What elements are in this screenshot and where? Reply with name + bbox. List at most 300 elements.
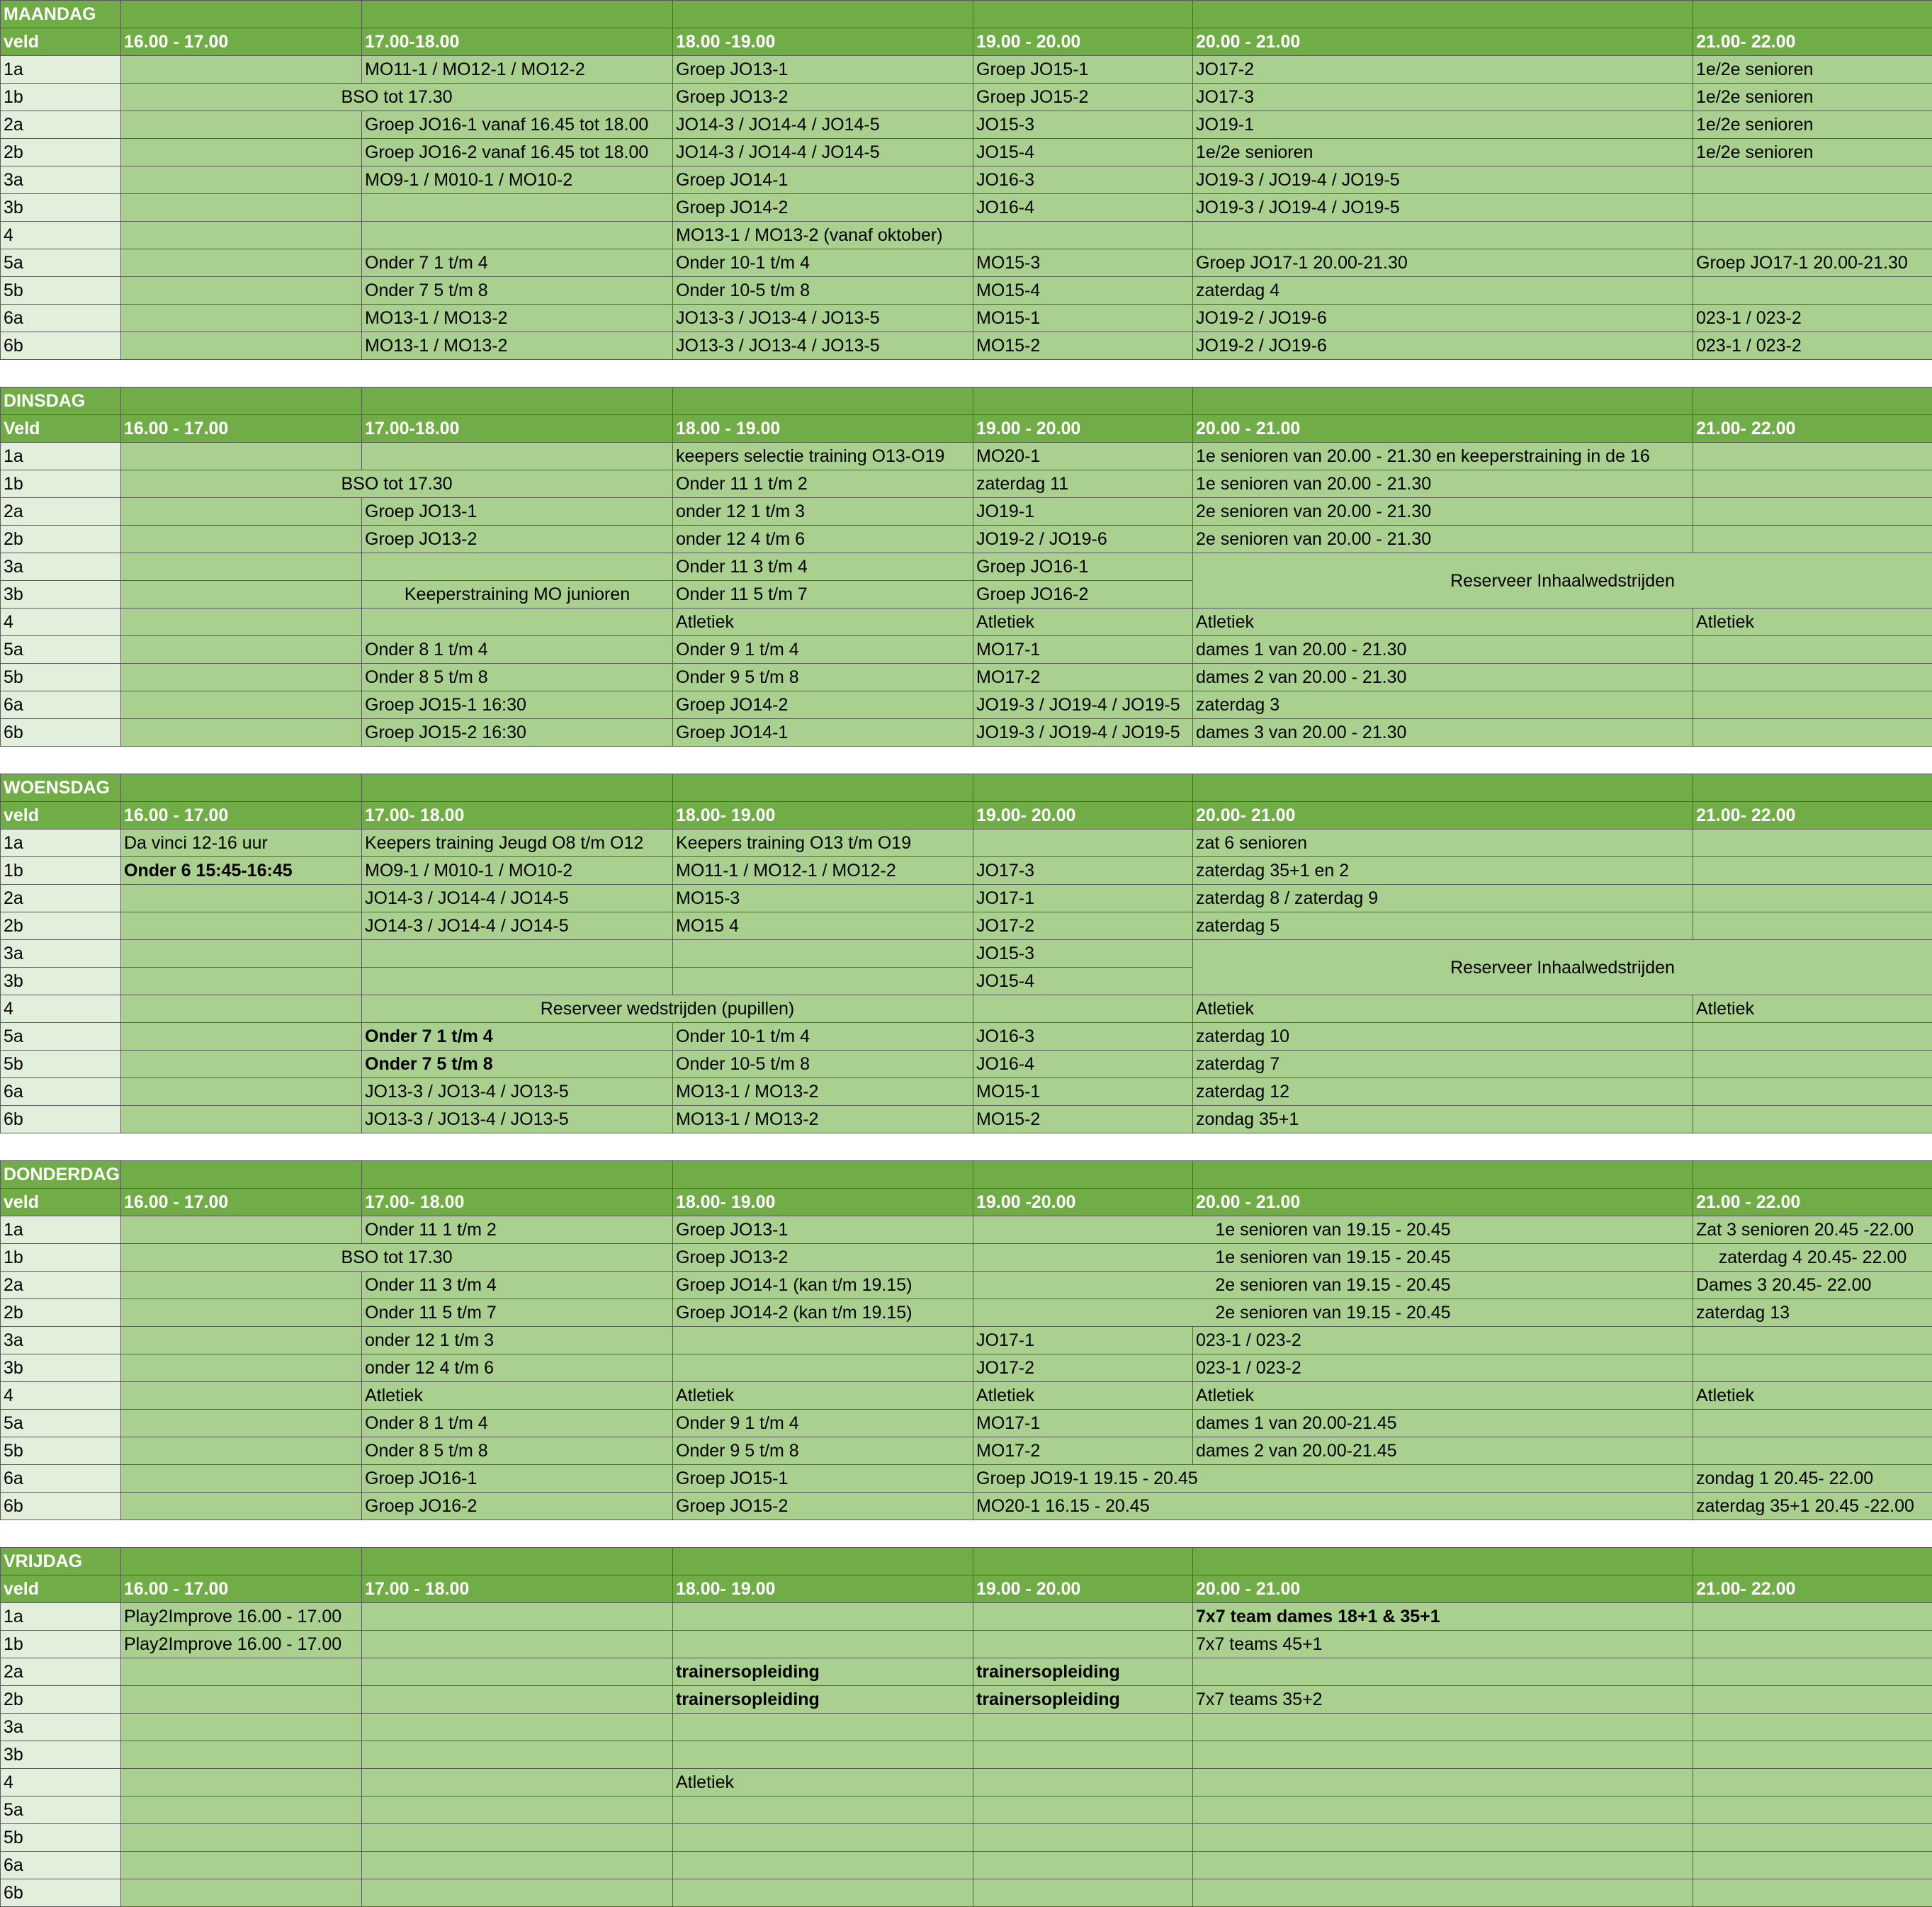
schedule-cell (362, 1769, 673, 1796)
separator-cell (1, 360, 121, 387)
schedule-cell: dames 2 van 20.00-21.45 (1193, 1437, 1693, 1465)
field-label: 2b (1, 526, 121, 553)
field-label: 6a (1, 1465, 121, 1493)
field-label: 2a (1, 498, 121, 526)
schedule-cell (121, 111, 362, 139)
schedule-cell (362, 940, 673, 968)
field-label: 5a (1, 1410, 121, 1437)
schedule-cell (362, 1796, 673, 1824)
schedule-cell: MO11-1 / MO12-1 / MO12-2 (362, 56, 673, 84)
schedule-cell: 1e/2e senioren (1693, 84, 1932, 111)
table-row (1, 1354, 1932, 1382)
table-row (1, 1382, 1932, 1410)
table-row (1, 1465, 1932, 1493)
schedule-body (1, 1, 1932, 1907)
title-filler-cell (362, 1548, 673, 1575)
schedule-cell (673, 1741, 973, 1769)
day-title-row (1, 774, 1932, 802)
schedule-cell: Onder 10-5 t/m 8 (673, 277, 973, 305)
title-filler-cell (362, 774, 673, 802)
schedule-cell: Reserveer wedstrijden (pupillen) (362, 995, 973, 1023)
separator-cell (1, 747, 121, 774)
schedule-cell: trainersopleiding (973, 1686, 1193, 1714)
schedule-cell (1693, 1106, 1932, 1133)
separator-cell (121, 747, 362, 774)
schedule-cell: Keeperstraining MO junioren (362, 581, 673, 609)
schedule-cell (362, 1658, 673, 1686)
schedule-cell: MO13-1 / MO13-2 (673, 1078, 973, 1106)
table-row (1, 1741, 1932, 1769)
time-slot-header: 18.00 - 19.00 (673, 415, 973, 443)
time-slot-header: 17.00- 18.00 (362, 802, 673, 830)
schedule-cell (1693, 443, 1932, 470)
field-label: 1b (1, 1244, 121, 1272)
schedule-cell: Groep JO14-1 (673, 166, 973, 194)
separator-cell (362, 360, 673, 387)
schedule-cell (673, 1824, 973, 1852)
table-row (1, 56, 1932, 84)
time-slot-header: 16.00 - 17.00 (121, 1189, 362, 1216)
separator-cell (973, 1520, 1193, 1548)
title-filler-cell (673, 1548, 973, 1575)
schedule-cell (973, 1824, 1193, 1852)
separator-cell (1693, 747, 1932, 774)
schedule-cell: onder 12 1 t/m 3 (673, 498, 973, 526)
field-label: 1a (1, 443, 121, 470)
schedule-cell: Groep JO15-2 16:30 (362, 719, 673, 747)
schedule-cell (1193, 1879, 1693, 1907)
schedule-cell: Zat 3 senioren 20.45 -22.00 (1693, 1216, 1932, 1244)
time-slot-header: 18.00 -19.00 (673, 28, 973, 56)
day-title: WOENSDAG (1, 774, 121, 802)
schedule-cell: 1e senioren van 20.00 - 21.30 (1193, 470, 1693, 498)
schedule-cell (673, 1714, 973, 1741)
separator-cell (1693, 1133, 1932, 1161)
schedule-cell (673, 1603, 973, 1631)
title-filler-cell (973, 387, 1193, 415)
schedule-cell: MO20-1 (973, 443, 1193, 470)
schedule-cell: JO19-3 / JO19-4 / JO19-5 (1193, 194, 1693, 222)
field-column-header: veld (1, 28, 121, 56)
table-row (1, 1078, 1932, 1106)
title-filler-cell (673, 1161, 973, 1189)
schedule-cell (1693, 1631, 1932, 1658)
table-row (1, 1216, 1932, 1244)
schedule-cell (121, 1824, 362, 1852)
schedule-cell: Onder 8 1 t/m 4 (362, 1410, 673, 1437)
table-row (1, 1437, 1932, 1465)
schedule-cell: Onder 10-1 t/m 4 (673, 249, 973, 277)
field-column-header: veld (1, 1189, 121, 1216)
schedule-cell: 1e/2e senioren (1193, 139, 1693, 166)
schedule-cell: Onder 10-5 t/m 8 (673, 1051, 973, 1078)
separator-cell (1693, 1520, 1932, 1548)
time-slot-header: 21.00- 22.00 (1693, 28, 1932, 56)
schedule-cell: zaterdag 7 (1193, 1051, 1693, 1078)
day-separator (1, 360, 1932, 387)
field-label: 6a (1, 305, 121, 332)
schedule-cell (673, 968, 973, 995)
schedule-cell (121, 332, 362, 360)
table-row (1, 1769, 1932, 1796)
title-filler-cell (673, 774, 973, 802)
field-label: 2a (1, 1658, 121, 1686)
field-label: 2a (1, 885, 121, 912)
time-slot-header: 21.00- 22.00 (1693, 415, 1932, 443)
schedule-cell (121, 691, 362, 719)
schedule-cell: onder 12 4 t/m 6 (673, 526, 973, 553)
schedule-cell (973, 1631, 1193, 1658)
schedule-cell: JO16-3 (973, 1023, 1193, 1051)
title-filler-cell (1693, 387, 1932, 415)
table-row (1, 1686, 1932, 1714)
schedule-cell (973, 1603, 1193, 1631)
schedule-cell (362, 1852, 673, 1879)
schedule-cell (1693, 1354, 1932, 1382)
schedule-cell (362, 609, 673, 636)
schedule-cell: Dames 3 20.45- 22.00 (1693, 1272, 1932, 1299)
separator-cell (1193, 747, 1693, 774)
schedule-cell (362, 443, 673, 470)
field-label: 1a (1, 830, 121, 857)
schedule-cell: Groep JO15-2 (973, 84, 1193, 111)
separator-cell (1193, 360, 1693, 387)
schedule-cell (973, 995, 1193, 1023)
field-label: 3a (1, 1327, 121, 1354)
time-slot-header-row (1, 1189, 1932, 1216)
field-label: 3b (1, 968, 121, 995)
schedule-cell: Groep JO16-1 (362, 1465, 673, 1493)
field-label: 5b (1, 664, 121, 691)
title-filler-cell (1693, 1161, 1932, 1189)
field-label: 1b (1, 84, 121, 111)
table-row (1, 249, 1932, 277)
table-row (1, 84, 1932, 111)
table-row (1, 857, 1932, 885)
schedule-cell: 1e senioren van 20.00 - 21.30 en keeperstraining in de 16 (1193, 443, 1693, 470)
schedule-cell: Onder 11 5 t/m 7 (673, 581, 973, 609)
schedule-cell: zaterdag 5 (1193, 912, 1693, 940)
schedule-cell: Atletiek (973, 609, 1193, 636)
schedule-cell: Onder 9 5 t/m 8 (673, 664, 973, 691)
field-label: 1b (1, 470, 121, 498)
schedule-cell: keepers selectie training O13-O19 (673, 443, 973, 470)
title-filler-cell (973, 774, 1193, 802)
separator-cell (673, 360, 973, 387)
schedule-cell: Onder 8 5 t/m 8 (362, 664, 673, 691)
schedule-cell: Onder 7 1 t/m 4 (362, 1023, 673, 1051)
schedule-cell: Onder 11 1 t/m 2 (362, 1216, 673, 1244)
separator-cell (673, 747, 973, 774)
table-row (1, 277, 1932, 305)
time-slot-header: 18.00- 19.00 (673, 1189, 973, 1216)
schedule-cell: Play2Improve 16.00 - 17.00 (121, 1603, 362, 1631)
schedule-cell: onder 12 4 t/m 6 (362, 1354, 673, 1382)
schedule-cell: BSO tot 17.30 (121, 84, 673, 111)
table-row (1, 111, 1932, 139)
field-label: 3b (1, 194, 121, 222)
schedule-cell (1193, 1824, 1693, 1852)
schedule-cell (121, 277, 362, 305)
field-label: 2b (1, 912, 121, 940)
schedule-cell (121, 719, 362, 747)
schedule-cell: JO19-1 (973, 498, 1193, 526)
separator-cell (673, 1133, 973, 1161)
schedule-cell (1193, 1658, 1693, 1686)
title-filler-cell (362, 1161, 673, 1189)
title-filler-cell (121, 387, 362, 415)
day-title: MAANDAG (1, 1, 121, 28)
schedule-cell: JO19-3 / JO19-4 / JO19-5 (1193, 166, 1693, 194)
day-title-row (1, 1161, 1932, 1189)
schedule-cell (121, 1051, 362, 1078)
field-label: 6b (1, 1106, 121, 1133)
schedule-cell (1693, 1410, 1932, 1437)
schedule-cell (973, 1796, 1193, 1824)
schedule-cell (121, 1686, 362, 1714)
table-row (1, 553, 1932, 581)
schedule-cell: JO13-3 / JO13-4 / JO13-5 (673, 305, 973, 332)
field-label: 5a (1, 1023, 121, 1051)
schedule-cell: MO15-2 (973, 1106, 1193, 1133)
schedule-cell: Groep JO13-2 (673, 1244, 973, 1272)
schedule-cell: JO17-2 (973, 1354, 1193, 1382)
field-label: 2a (1, 111, 121, 139)
schedule-cell: Onder 10-1 t/m 4 (673, 1023, 973, 1051)
schedule-cell: 1e senioren van 19.15 - 20.45 (973, 1244, 1693, 1272)
schedule-cell: Groep JO14-1 (673, 719, 973, 747)
schedule-cell (121, 1658, 362, 1686)
table-row (1, 498, 1932, 526)
schedule-cell (1693, 636, 1932, 664)
schedule-cell: Atletiek (673, 609, 973, 636)
field-column-header: veld (1, 802, 121, 830)
schedule-cell (1693, 857, 1932, 885)
schedule-cell: JO16-3 (973, 166, 1193, 194)
day-title-row (1, 1, 1932, 28)
time-slot-header: 19.00 - 20.00 (973, 415, 1193, 443)
schedule-cell: Groep JO13-2 (673, 84, 973, 111)
day-title: VRIJDAG (1, 1548, 121, 1575)
schedule-cell: MO11-1 / MO12-1 / MO12-2 (673, 857, 973, 885)
schedule-cell: Onder 11 5 t/m 7 (362, 1299, 673, 1327)
field-label: 2b (1, 1299, 121, 1327)
schedule-cell: MO15-2 (973, 332, 1193, 360)
schedule-cell: MO15-1 (973, 1078, 1193, 1106)
schedule-cell: MO17-1 (973, 636, 1193, 664)
schedule-cell (121, 609, 362, 636)
time-slot-header: 17.00 - 18.00 (362, 1575, 673, 1603)
schedule-cell (1693, 1714, 1932, 1741)
schedule-cell (1193, 1852, 1693, 1879)
time-slot-header: 16.00 - 17.00 (121, 28, 362, 56)
table-row (1, 470, 1932, 498)
schedule-cell: Atletiek (973, 1382, 1193, 1410)
schedule-cell: 1e/2e senioren (1693, 139, 1932, 166)
schedule-cell (973, 1741, 1193, 1769)
schedule-cell (1193, 1714, 1693, 1741)
day-title: DINSDAG (1, 387, 121, 415)
schedule-cell: JO14-3 / JO14-4 / JO14-5 (362, 885, 673, 912)
schedule-cell: dames 1 van 20.00 - 21.30 (1193, 636, 1693, 664)
schedule-cell: JO14-3 / JO14-4 / JO14-5 (362, 912, 673, 940)
table-row (1, 332, 1932, 360)
table-row (1, 305, 1932, 332)
separator-cell (1, 1520, 121, 1548)
table-row (1, 1051, 1932, 1078)
schedule-cell (1693, 1686, 1932, 1714)
schedule-cell (1693, 1437, 1932, 1465)
schedule-cell (121, 222, 362, 249)
schedule-cell: dames 2 van 20.00 - 21.30 (1193, 664, 1693, 691)
schedule-cell: zondag 1 20.45- 22.00 (1693, 1465, 1932, 1493)
schedule-cell: 1e senioren van 19.15 - 20.45 (973, 1216, 1693, 1244)
schedule-cell: zaterdag 3 (1193, 691, 1693, 719)
schedule-cell: Groep JO16-2 vanaf 16.45 tot 18.00 (362, 139, 673, 166)
time-slot-header-row (1, 802, 1932, 830)
table-row (1, 664, 1932, 691)
schedule-cell (121, 194, 362, 222)
schedule-cell: 7x7 teams 35+2 (1193, 1686, 1693, 1714)
time-slot-header: 21.00- 22.00 (1693, 1575, 1932, 1603)
schedule-cell (973, 222, 1193, 249)
title-filler-cell (1693, 774, 1932, 802)
time-slot-header-row (1, 415, 1932, 443)
schedule-cell (362, 194, 673, 222)
schedule-cell (1693, 1658, 1932, 1686)
schedule-cell: JO17-3 (973, 857, 1193, 885)
schedule-cell: Onder 7 5 t/m 8 (362, 277, 673, 305)
day-separator (1, 1133, 1932, 1161)
schedule-cell (1693, 166, 1932, 194)
schedule-cell (121, 305, 362, 332)
separator-cell (973, 360, 1193, 387)
schedule-cell (673, 1879, 973, 1907)
schedule-cell: Reserveer Inhaalwedstrijden (1193, 553, 1932, 609)
schedule-cell: JO17-1 (973, 885, 1193, 912)
schedule-cell: MO15-3 (673, 885, 973, 912)
schedule-cell (121, 1465, 362, 1493)
schedule-cell: zaterdag 10 (1193, 1023, 1693, 1051)
field-label: 1a (1, 1603, 121, 1631)
schedule-cell (121, 1106, 362, 1133)
schedule-cell: JO15-4 (973, 139, 1193, 166)
schedule-cell: Atletiek (1693, 995, 1932, 1023)
table-row (1, 830, 1932, 857)
schedule-cell: JO15-3 (973, 940, 1193, 968)
schedule-cell (1693, 1852, 1932, 1879)
schedule-cell: Groep JO14-1 (kan t/m 19.15) (673, 1272, 973, 1299)
day-separator (1, 1520, 1932, 1548)
schedule-cell (121, 1879, 362, 1907)
schedule-cell: MO15 4 (673, 912, 973, 940)
title-filler-cell (1193, 1, 1693, 28)
schedule-cell (1693, 194, 1932, 222)
schedule-cell: JO16-4 (973, 1051, 1193, 1078)
schedule-cell (362, 1824, 673, 1852)
schedule-cell: Groep JO19-1 19.15 - 20.45 (973, 1465, 1693, 1493)
schedule-cell (673, 1631, 973, 1658)
field-label: 1a (1, 1216, 121, 1244)
separator-cell (121, 1520, 362, 1548)
field-label: 6a (1, 1852, 121, 1879)
schedule-cell: Groep JO17-1 20.00-21.30 (1193, 249, 1693, 277)
day-title: DONDERDAG (1, 1161, 121, 1189)
time-slot-header: 17.00- 18.00 (362, 1189, 673, 1216)
table-row (1, 1106, 1932, 1133)
schedule-cell: 2e senioren van 19.15 - 20.45 (973, 1299, 1693, 1327)
field-column-header: Veld (1, 415, 121, 443)
title-filler-cell (1193, 1548, 1693, 1575)
time-slot-header: 20.00 - 21.00 (1193, 28, 1693, 56)
schedule-cell: Atletiek (1193, 1382, 1693, 1410)
schedule-cell (673, 1852, 973, 1879)
schedule-cell (1693, 885, 1932, 912)
schedule-cell: Onder 8 1 t/m 4 (362, 636, 673, 664)
schedule-cell (362, 1631, 673, 1658)
table-row (1, 719, 1932, 747)
schedule-cell: Onder 11 1 t/m 2 (673, 470, 973, 498)
time-slot-header: 20.00 - 21.00 (1193, 1575, 1693, 1603)
schedule-cell: JO17-2 (973, 912, 1193, 940)
title-filler-cell (973, 1, 1193, 28)
schedule-cell (673, 940, 973, 968)
table-row (1, 1658, 1932, 1686)
title-filler-cell (121, 1161, 362, 1189)
schedule-cell (973, 1879, 1193, 1907)
schedule-cell: zaterdag 8 / zaterdag 9 (1193, 885, 1693, 912)
schedule-cell: Da vinci 12-16 uur (121, 830, 362, 857)
separator-cell (673, 1520, 973, 1548)
field-label: 4 (1, 1382, 121, 1410)
field-label: 4 (1, 222, 121, 249)
title-filler-cell (1193, 387, 1693, 415)
schedule-cell: JO14-3 / JO14-4 / JO14-5 (673, 111, 973, 139)
title-filler-cell (973, 1161, 1193, 1189)
schedule-cell: 023-1 / 023-2 (1193, 1327, 1693, 1354)
schedule-cell (121, 1327, 362, 1354)
schedule-cell (362, 968, 673, 995)
schedule-cell (121, 1216, 362, 1244)
time-slot-header: 17.00-18.00 (362, 415, 673, 443)
separator-cell (362, 747, 673, 774)
schedule-cell: zaterdag 4 (1193, 277, 1693, 305)
title-filler-cell (362, 387, 673, 415)
schedule-cell: Keepers training Jeugd O8 t/m O12 (362, 830, 673, 857)
schedule-cell: Groep JO17-1 20.00-21.30 (1693, 249, 1932, 277)
schedule-cell (121, 1299, 362, 1327)
schedule-cell: onder 12 1 t/m 3 (362, 1327, 673, 1354)
schedule-cell (121, 1437, 362, 1465)
schedule-cell: BSO tot 17.30 (121, 470, 673, 498)
time-slot-header: 18.00- 19.00 (673, 1575, 973, 1603)
schedule-cell (121, 56, 362, 84)
field-label: 5a (1, 249, 121, 277)
table-row (1, 912, 1932, 940)
schedule-cell (1693, 1879, 1932, 1907)
schedule-cell (1693, 1078, 1932, 1106)
field-label: 2b (1, 1686, 121, 1714)
schedule-cell: JO14-3 / JO14-4 / JO14-5 (673, 139, 973, 166)
schedule-cell (973, 830, 1193, 857)
table-row (1, 1631, 1932, 1658)
schedule-cell: zaterdag 13 (1693, 1299, 1932, 1327)
schedule-cell: zaterdag 11 (973, 470, 1193, 498)
schedule-cell: Groep JO16-1 (973, 553, 1193, 581)
schedule-cell (1693, 470, 1932, 498)
schedule-cell (362, 1714, 673, 1741)
schedule-cell (1693, 830, 1932, 857)
